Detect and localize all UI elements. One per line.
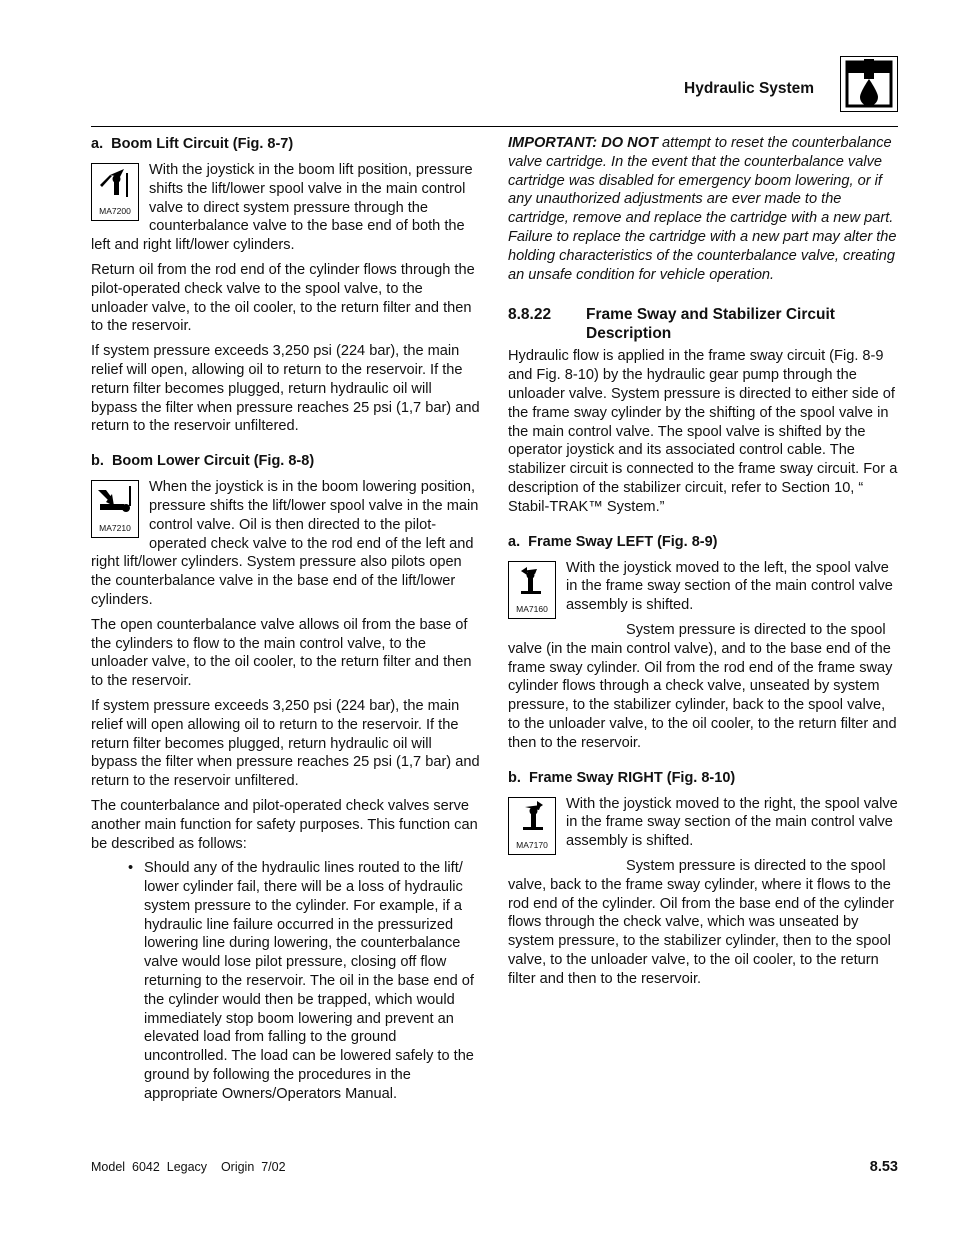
- frame-sway-right-heading: b. Frame Sway RIGHT (Fig. 8-10): [508, 769, 736, 786]
- icon-code: MA7200: [99, 206, 131, 216]
- joystick-lift-icon: [91, 163, 139, 221]
- boom-lower-heading: b. Boom Lower Circuit (Fig. 8-8): [91, 453, 315, 470]
- icon-code: MA7160: [516, 603, 548, 614]
- frame-sway-left-paragraph-1: With the joystick moved to the left, the spool valve in the frame sway section of the main control valve assembly is shifted.: [566, 559, 893, 614]
- important-text: attempt to reset the counterbalance valve cartridge. In the event that the counterbalance valve cartridge was disabled for emergency boom lowering, or if any unauthorized adjustments are ever made to the cartridge, remove and replace the cartridge with a new part. Failure to replace the cartridge with a new part may alter the holding characteristics of the counterbalance valve, creating an unsafe condition for vehicle operation.: [508, 135, 897, 283]
- boom-lower-paragraph-2: The open counterbalance valve allows oil from the base of the cylinders to flow to the main control valve, to the unloader valve, to the oil cooler, to the return filter and then to the reservoir.: [91, 616, 472, 690]
- frame-sway-left-paragraph-2: System pressure is directed to the spool valve (in the main control valve), and to the base end of the frame sway cylinder. Oil from the rod end of the frame sway cylinder flows through a check valve, unseated by system pressure, to the stabilizer cylinder, back to the spool valve, to the unloader valve, to the oil cooler, to the return filter and then to the reservoir.: [508, 621, 897, 751]
- joystick-right-icon: [508, 797, 556, 855]
- section-heading: [508, 305, 898, 343]
- boom-lower-paragraph-3: If system pressure exceeds 3,250 psi (224 bar), the main relief will open allowing oil to return to the reservoir. If the return filter becomes plugged, return hydraulic oil will bypass the filter when pressure reaches 25 psi (1,7 bar) and return to the reservoir unfiltered.: [91, 697, 480, 790]
- header-rule: [91, 126, 898, 127]
- footer-model-info: Model 6042 Legacy Origin 7/02: [91, 1160, 286, 1174]
- section-title: Frame Sway and Stabilizer Circuit Description: [586, 306, 835, 343]
- frame-sway-right-paragraph-2: System pressure is directed to the spool valve, back to the frame sway cylinder, where it flows to the rod end of the cylinder. Oil from the base end of the cylinder flows through the check valve, which was unseated by system pressure, to the stabilizer cylinder, then to the spool valve, to the unloader valve, to the oil cooler, to the return filter and then to the reservoir.: [508, 857, 895, 987]
- joystick-lower-icon: [91, 480, 139, 538]
- safety-bullet-list: [91, 859, 481, 1103]
- header-title: Hydraulic System: [684, 80, 815, 97]
- boom-lift-paragraph-3: If system pressure exceeds 3,250 psi (224 bar), the main relief will open, allowing oil to return to the reservoir. If the return filter becomes plugged, return hydraulic oil will bypass the filter when pressure reaches 25 psi (1,7 bar) and return to the reservoir unfiltered.: [91, 343, 480, 435]
- joystick-left-icon: [508, 561, 556, 619]
- list-item: • Should any of the hydraulic lines routed to the lift/ lower cylinder fail, there will be a loss of hydraulic system pressure to the cylinder. For example, if a hydraulic line failure occurred in the pressurized lowering line during lowering, the counterbalance valve would lose pilot pressure, closing off flow returning to the reservoir. The oil in the base end of the cylinder would then be trapped, which would immediately stop boom lowering and prevent an elevated load from falling to the ground uncontrolled. The load can be lowered safely to the ground by following the procedures in the appropriate Owners/Operators Manual.: [144, 859, 481, 1103]
- frame-sway-right-paragraph-1: With the joystick moved to the right, the spool valve in the frame sway section of the main control valve assembly is shifted.: [566, 795, 898, 850]
- boom-lower-paragraph-4: The counterbalance and pilot-operated check valves serve another main function for safety purposes. This function can be described as follows:: [91, 797, 478, 852]
- boom-lift-paragraph-1: With the joystick in the boom lift position, pressure shifts the lift/lower spool valve in the main control valve to direct system pressure through the counterbalance valve to the base end of both the left and right lift/lower cylinders.: [91, 162, 473, 254]
- page-number: 8.53: [869, 1159, 898, 1175]
- boom-lower-paragraph-1: When the joystick is in the boom lowering position, pressure shifts the lift/lower spool valve in the main control valve. Oil is then directed to the pilot-operated check valve to the rod end of the left and right lift/lower cylinders. System pressure also pilots open the counterbalance valve in the base end of the lift/lower cylinders.: [91, 479, 479, 608]
- important-note: [508, 134, 898, 284]
- important-label: IMPORTANT: DO NOT: [508, 135, 658, 151]
- frame-sway-left-heading: a. Frame Sway LEFT (Fig. 8-9): [508, 533, 718, 550]
- icon-code: MA7170: [516, 839, 548, 850]
- left-column: [91, 134, 481, 1104]
- section-number: 8.8.22: [508, 306, 552, 324]
- icon-code: MA7210: [99, 523, 131, 534]
- right-column: [508, 134, 898, 988]
- boom-lift-heading: a. Boom Lift Circuit (Fig. 8-7): [91, 136, 294, 152]
- boom-lift-paragraph-2: Return oil from the rod end of the cylinder flows through the pilot-operated check valve to the spool valve, to the unloader valve, to the oil cooler, to the return filter and then to the reservoir.: [91, 261, 475, 335]
- section-paragraph: Hydraulic flow is applied in the frame sway circuit (Fig. 8-9 and Fig. 8-10) by the hydraulic gear pump through the unloader valve. System pressure is directed to either side of the frame sway cylinder by the shifting of the spool valve in the main control valve. The spool valve is shifted by the operator joystick and its associated control cable. The stabilizer circuit is connected to the frame sway circuit. For a description of the stabilizer circuit, refer to Section 10, “ Stabil-TRAK™ System.”: [508, 348, 898, 515]
- hydraulic-drop-icon: [840, 56, 898, 112]
